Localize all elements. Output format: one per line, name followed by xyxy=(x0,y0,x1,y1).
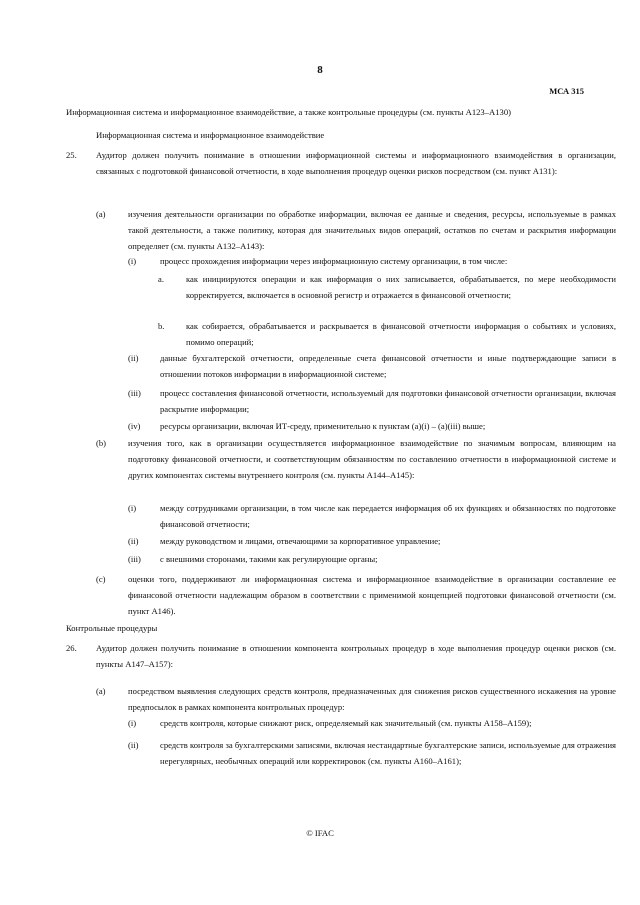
controls-heading: Контрольные процедуры xyxy=(66,623,158,633)
item-25a-ii-label: (ii) xyxy=(128,353,139,363)
paragraph-number-25: 25. xyxy=(66,150,77,160)
paragraph-25-text: Аудитор должен получить понимание в отношении информационной системы и информационного взаимодействия в организации, связанных с подготовкой финансовой отчетности, в ходе выполнения процедур оценки рисков посредством (см. пункт А131): xyxy=(96,150,616,176)
footer-copyright: © IFAC xyxy=(306,828,334,838)
subsection-heading: Информационная система и информационное взаимодействие xyxy=(96,130,325,140)
item-25a-text: изучения деятельности организации по обработке информации, включая ее данные и сведения, ресурсы, используемые в рамках такой деятельности, а также политику, которая для значительных видов операций, остатков по счетам и раскрытия информации определяет (см. пункты А132–А143): xyxy=(128,209,616,251)
item-26a-text: посредством выявления следующих средств контроля, предназначенных для снижения рисков существенного искажения на уровне предпосылок в рамках компонента контрольных процедур: xyxy=(128,686,616,712)
item-26a-i-text: средств контроля, которые снижают риск, определяемый как значительный (см. пункты А158–А159); xyxy=(160,718,532,728)
item-25b-label: (b) xyxy=(96,438,107,448)
item-26a-i-label: (i) xyxy=(128,718,137,728)
item-25a-i-label: (i) xyxy=(128,256,137,266)
item-25b-ii-label: (ii) xyxy=(128,536,139,546)
item-25a-i-b-text: как собирается, обрабатывается и раскрывается в финансовой отчетности информация о событиях и условиях, помимо операций; xyxy=(186,321,616,347)
item-25a-i-a-label: a. xyxy=(158,274,164,284)
item-25c-label: (c) xyxy=(96,574,106,584)
item-26a-ii-label: (ii) xyxy=(128,740,139,750)
item-25a-label: (a) xyxy=(96,209,106,219)
item-26a-ii-text: средств контроля за бухгалтерскими записями, включая нестандартные бухгалтерские записи, используемые для отражения нерегулярных, необычных операций или корректировок (см. пункты А160–А161); xyxy=(160,740,616,766)
item-25a-i-a-text: как инициируются операции и как информация о них записывается, обрабатывается, по мере необходимости корректируется, включается в основной регистр и отражается в финансовой отчетности; xyxy=(186,274,616,300)
item-25a-i-text: процесс прохождения информации через информационную систему организации, в том числе: xyxy=(160,256,508,266)
item-25a-ii-text: данные бухгалтерской отчетности, определенные счета финансовой отчетности и иные подтверждающие записи в отношении потоков информации в информационной системе; xyxy=(160,353,616,379)
page-number: 8 xyxy=(317,64,323,76)
item-25b-text: изучения того, как в организации осуществляется информационное взаимодействие по значимым вопросам, влияющим на подготовку финансовой отчетности, и соответствующим обязанностям по составлению отчетности в информационной системе и других компонентах системы внутреннего контроля (см. пункты А144–А145): xyxy=(128,438,616,480)
item-25b-i-label: (i) xyxy=(128,503,137,513)
item-25a-iii-label: (iii) xyxy=(128,388,141,398)
section-heading: Информационная система и информационное взаимодействие, а также контрольные процедуры (см. пункты А123–А130) xyxy=(66,107,511,117)
item-26a-label: (a) xyxy=(96,686,106,696)
item-25b-iii-label: (iii) xyxy=(128,554,141,564)
item-25a-iii-text: процесс составления финансовой отчетности, используемый для подготовки финансовой отчетности организации, включая раскрытие информации; xyxy=(160,388,616,414)
item-25b-iii-text: с внешними сторонами, такими как регулирующие органы; xyxy=(160,554,378,564)
paragraph-26-text: Аудитор должен получить понимание в отношении компонента контрольных процедур в ходе выполнения процедур оценки рисков (см. пункты А147–А157): xyxy=(96,643,616,669)
standard-code: МСА 315 xyxy=(549,86,584,96)
item-25a-iv-label: (iv) xyxy=(128,421,141,431)
item-25b-i-text: между сотрудниками организации, в том числе как передается информация об их функциях и обязанностях по подготовке финансовой отчетности; xyxy=(160,503,616,529)
item-25c-text: оценки того, поддерживают ли информационная система и информационное взаимодействие в организации составление ее финансовой отчетности надлежащим образом в соответствии с применимой концепцией подготовки финансовой отчетности (см. пункт А146). xyxy=(128,574,616,616)
paragraph-number-26: 26. xyxy=(66,643,77,653)
item-25a-i-b-label: b. xyxy=(158,321,165,331)
item-25b-ii-text: между руководством и лицами, отвечающими за корпоративное управление; xyxy=(160,536,441,546)
item-25a-iv-text: ресурсы организации, включая ИТ-среду, применительно к пунктам (a)(i) – (a)(iii) выше; xyxy=(160,421,486,431)
